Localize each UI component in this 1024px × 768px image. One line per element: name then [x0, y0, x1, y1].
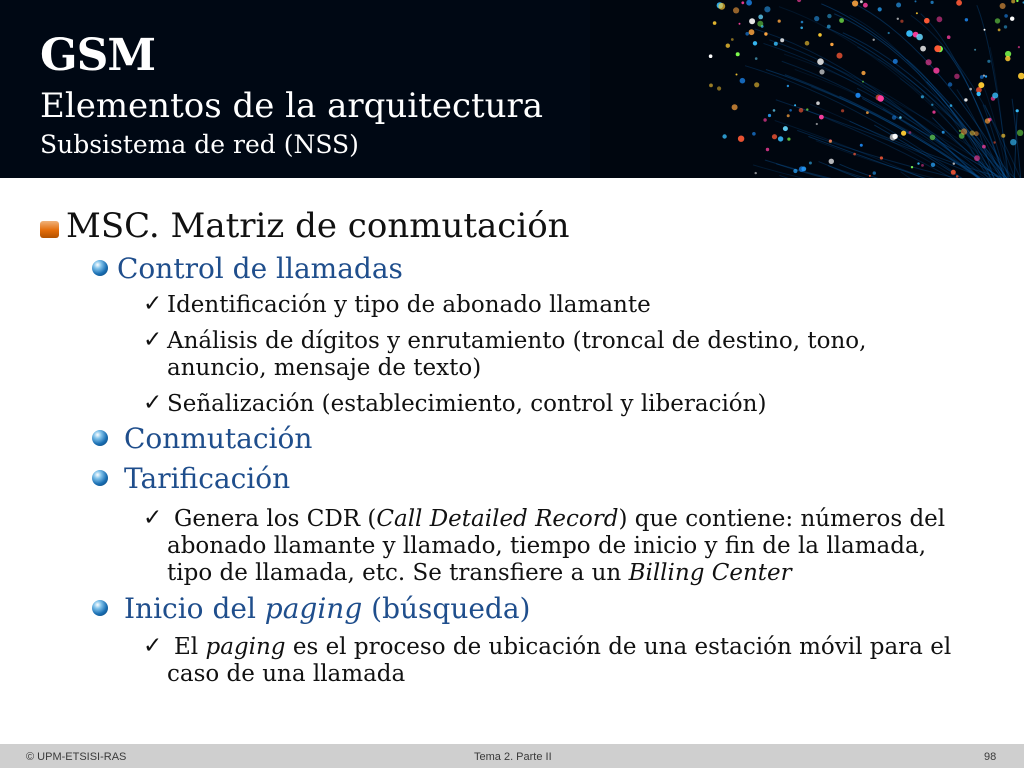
slide-footer: [0, 744, 1024, 768]
list-item: Análisis de dígitos y enrutamiento (troncal de destino, tono, anuncio, mensaje de texto): [167, 328, 867, 381]
check-mark-icon: ✓: [143, 291, 163, 317]
footer-copyright: © UPM-ETSISI-RAS: [26, 751, 127, 763]
blue-ball-bullet-icon: [92, 600, 108, 616]
fiber-optic-image: [590, 0, 1024, 178]
page-number: 98: [984, 751, 997, 763]
slide-subsubtitle: Subsistema de red (NSS): [40, 130, 359, 159]
check-mark-icon: ✓: [143, 390, 163, 416]
main-heading: MSC. Matriz de conmutación: [66, 206, 570, 246]
list-item: Genera los CDR (Call Detailed Record) que contiene: números del abonado llamante y llamado, tiempo de inicio y fin de la llamada, tipo de llamada, etc. Se transfiere a un Billing Center: [167, 506, 946, 586]
list-item: Identificación y tipo de abonado llamante: [167, 292, 651, 318]
blue-ball-bullet-icon: [92, 470, 108, 486]
section-label-control: Control de llamadas: [117, 252, 403, 285]
footer-topic: Tema 2. Parte II: [474, 751, 552, 763]
slide-subtitle: Elementos de la arquitectura: [40, 86, 544, 126]
blue-ball-bullet-icon: [92, 430, 108, 446]
list-item: El paging es el proceso de ubicación de una estación móvil para el caso de una llamada: [167, 634, 952, 687]
section-label-tarificacion: Tarificación: [124, 462, 291, 495]
slide-title: GSM: [40, 30, 156, 81]
blue-ball-bullet-icon: [92, 260, 108, 276]
section-label-paging: Inicio del paging (búsqueda): [124, 592, 531, 625]
check-mark-icon: ✓: [143, 505, 163, 531]
check-mark-icon: ✓: [143, 327, 163, 353]
check-mark-icon: ✓: [143, 633, 163, 659]
slide-header: [0, 0, 1024, 178]
list-item: Señalización (establecimiento, control y liberación): [167, 391, 767, 417]
orange-square-bullet-icon: [40, 221, 59, 238]
section-label-conmutacion: Conmutación: [124, 422, 313, 455]
